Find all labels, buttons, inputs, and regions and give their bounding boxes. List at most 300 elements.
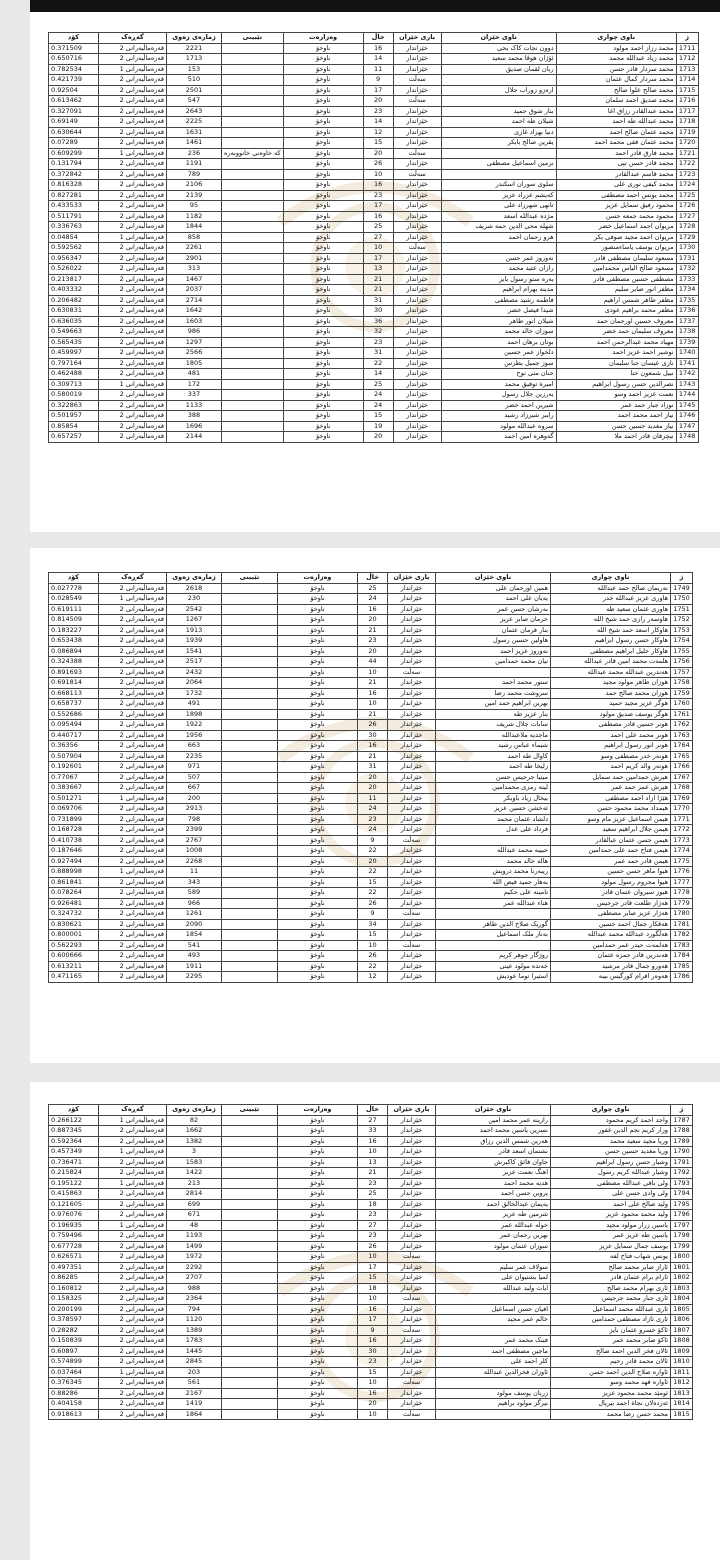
marital-status-cell: سەڵت bbox=[388, 1252, 436, 1263]
land-number-cell: 1898 bbox=[167, 709, 222, 720]
note-cell bbox=[222, 159, 284, 170]
sequence-cell: 1722 bbox=[676, 159, 698, 170]
marital-status-cell: خێزاندار bbox=[393, 85, 441, 96]
note-cell bbox=[222, 421, 284, 432]
code-cell: 0.861841 bbox=[49, 877, 99, 888]
full-name-cell: هاوری عزیز عبدالله خدر bbox=[551, 594, 671, 605]
full-name-cell: یونس شهاب فتاح لفه bbox=[551, 1252, 671, 1263]
note-cell bbox=[222, 804, 278, 815]
points-cell: 16 bbox=[363, 211, 393, 222]
code-cell: 0.759496 bbox=[49, 1231, 99, 1242]
land-number-cell: 2913 bbox=[167, 804, 222, 815]
spouse-name-cell: دلشاد عثمان محمد bbox=[436, 814, 551, 825]
full-name-cell: محمد قادر حسن تپی bbox=[556, 159, 676, 170]
full-name-cell: محمود محمد جمعه حسن bbox=[556, 211, 676, 222]
note-cell bbox=[222, 264, 284, 275]
code-cell: 0.196935 bbox=[49, 1220, 99, 1231]
marital-status-cell: خێزاندار bbox=[388, 1220, 436, 1231]
sequence-cell: 1768 bbox=[671, 783, 693, 794]
marital-status-cell: خێزاندار bbox=[388, 846, 436, 857]
land-number-cell: 2566 bbox=[167, 348, 222, 359]
ministry-cell: ناوخۆ bbox=[283, 243, 363, 254]
document-page-2 bbox=[30, 548, 720, 1063]
table-row bbox=[49, 1409, 693, 1420]
table-row bbox=[49, 64, 699, 75]
land-number-cell: 2268 bbox=[167, 856, 222, 867]
code-cell: 0.192601 bbox=[49, 762, 99, 773]
code-cell: 0.158325 bbox=[49, 1294, 99, 1305]
land-number-cell: 481 bbox=[167, 369, 222, 380]
sequence-cell: 1737 bbox=[676, 316, 698, 327]
marital-status-cell: خێزاندار bbox=[388, 898, 436, 909]
ministry-cell: ناوخۆ bbox=[278, 1399, 358, 1410]
ministry-cell: ناوخۆ bbox=[278, 814, 358, 825]
district-cell: قەرەماڵیەرانی 2 bbox=[99, 583, 167, 594]
table-row bbox=[49, 1304, 693, 1315]
district-cell: قەرەماڵیەرانی 2 bbox=[99, 1283, 167, 1294]
full-name-cell: هێژا ازاد احمد مصطفی bbox=[551, 793, 671, 804]
points-cell: 20 bbox=[363, 96, 393, 107]
land-number-cell: 1297 bbox=[167, 337, 222, 348]
note-cell bbox=[222, 783, 278, 794]
table-row bbox=[49, 379, 699, 390]
note-cell bbox=[222, 432, 284, 443]
table-row bbox=[49, 741, 693, 752]
table-row bbox=[49, 169, 699, 180]
note-cell bbox=[222, 253, 284, 264]
land-number-cell: 1662 bbox=[167, 1126, 222, 1137]
marital-status-cell: خێزاندار bbox=[388, 951, 436, 962]
points-cell: 14 bbox=[363, 369, 393, 380]
sequence-cell: 1776 bbox=[671, 867, 693, 878]
table-row bbox=[49, 1147, 693, 1158]
district-cell: قەرەماڵیەرانی 2 bbox=[99, 972, 167, 983]
district-cell: قەرەماڵیەرانی 2 bbox=[99, 877, 167, 888]
points-cell: 25 bbox=[358, 1189, 388, 1200]
land-number-cell: 589 bbox=[167, 888, 222, 899]
points-cell: 32 bbox=[363, 327, 393, 338]
full-name-cell: محمد رزاز احمد مولود bbox=[556, 43, 676, 54]
land-number-cell: 388 bbox=[167, 411, 222, 422]
table-row bbox=[49, 432, 699, 443]
note-cell bbox=[222, 1168, 278, 1179]
table-row bbox=[49, 688, 693, 699]
full-name-cell: هیوا محروم رسول مولود bbox=[551, 877, 671, 888]
code-cell: 0.653438 bbox=[49, 636, 99, 647]
full-name-cell: محمد عثمان صالح احمد bbox=[556, 127, 676, 138]
spouse-name-cell: دنیا بهزاد غازی bbox=[441, 127, 556, 138]
points-cell: 21 bbox=[363, 274, 393, 285]
code-cell: 0.85854 bbox=[49, 421, 99, 432]
ministry-cell: ناوخۆ bbox=[283, 432, 363, 443]
points-cell: 30 bbox=[358, 1346, 388, 1357]
points-cell: 23 bbox=[363, 106, 393, 117]
spouse-name-cell: سروشت محمد رضا bbox=[436, 688, 551, 699]
district-cell: قەرەماڵیەرانی 2 bbox=[99, 1378, 167, 1389]
note-cell bbox=[222, 604, 278, 615]
points-cell: 17 bbox=[363, 85, 393, 96]
full-name-cell: نعمت عزیز احمد وسو bbox=[556, 390, 676, 401]
full-name-cell: هیمن اسماعیل عزیز مام وسو bbox=[551, 814, 671, 825]
sequence-cell: 1807 bbox=[671, 1325, 693, 1336]
points-cell: 10 bbox=[358, 667, 388, 678]
spouse-name-cell: دوون نجات کاک یحی bbox=[441, 43, 556, 54]
marital-status-cell: سەڵت bbox=[388, 909, 436, 920]
points-cell: 12 bbox=[358, 972, 388, 983]
spouse-name-cell: رازینە عمر محمد امین bbox=[436, 1115, 551, 1126]
note-cell bbox=[222, 232, 284, 243]
land-number-cell: 337 bbox=[167, 390, 222, 401]
note-cell bbox=[222, 337, 284, 348]
table-row bbox=[49, 1378, 693, 1389]
spouse-name-cell: بەناز ملک اسماعیل bbox=[436, 930, 551, 941]
note-cell bbox=[222, 1325, 278, 1336]
document-page-1 bbox=[30, 12, 720, 532]
sequence-cell: 1733 bbox=[676, 274, 698, 285]
sequence-cell: 1724 bbox=[676, 180, 698, 191]
marital-status-cell: خێزاندار bbox=[388, 615, 436, 626]
land-number-cell: 2517 bbox=[167, 657, 222, 668]
points-cell: 26 bbox=[358, 1241, 388, 1252]
note-cell bbox=[222, 400, 284, 411]
points-cell: 23 bbox=[363, 190, 393, 201]
land-number-cell: 988 bbox=[167, 1283, 222, 1294]
marital-status-cell: خێزاندار bbox=[388, 1231, 436, 1242]
ministry-cell: ناوخۆ bbox=[278, 1157, 358, 1168]
sequence-cell: 1735 bbox=[676, 295, 698, 306]
land-number-cell: 343 bbox=[167, 877, 222, 888]
ministry-cell: ناوخۆ bbox=[278, 1304, 358, 1315]
full-name-cell: مظفر محمد براهیم عودی bbox=[556, 306, 676, 317]
ministry-cell: ناوخۆ bbox=[283, 222, 363, 233]
full-name-cell: ئاوارە صلاح الدین احمد حسن bbox=[551, 1367, 671, 1378]
table-row bbox=[49, 106, 699, 117]
sequence-cell: 1721 bbox=[676, 148, 698, 159]
full-name-cell: معروف سلیمان حمد خضر bbox=[556, 327, 676, 338]
ministry-cell: ناوخۆ bbox=[283, 54, 363, 65]
full-name-cell: یاسین طه عزیز عمر bbox=[551, 1231, 671, 1242]
table-row bbox=[49, 846, 693, 857]
note-cell bbox=[222, 1399, 278, 1410]
note-cell bbox=[222, 814, 278, 825]
code-cell: 0.36356 bbox=[49, 741, 99, 752]
land-number-cell: 1911 bbox=[167, 961, 222, 972]
land-number-cell: 1583 bbox=[167, 1157, 222, 1168]
full-name-cell: محمد سردار کمال عثمان bbox=[556, 75, 676, 86]
marital-status-cell: خێزاندار bbox=[393, 295, 441, 306]
sequence-cell: 1793 bbox=[671, 1178, 693, 1189]
note-cell bbox=[222, 306, 284, 317]
code-cell: 0.580019 bbox=[49, 390, 99, 401]
spouse-name-cell: مینیا جرجیس حسن bbox=[436, 772, 551, 783]
district-cell: قەرەماڵیەرانی 2 bbox=[99, 1399, 167, 1410]
points-cell: 24 bbox=[363, 390, 393, 401]
table-row bbox=[49, 96, 699, 107]
points-cell: 26 bbox=[358, 898, 388, 909]
note-cell bbox=[222, 877, 278, 888]
column-header: خاڵ bbox=[358, 1105, 388, 1116]
marital-status-cell: خێزاندار bbox=[388, 1273, 436, 1284]
marital-status-cell: خێزاندار bbox=[388, 730, 436, 741]
spouse-name-cell: لمیا بشتیوان علی bbox=[436, 1273, 551, 1284]
marital-status-cell: خێزاندار bbox=[393, 327, 441, 338]
sequence-cell: 1788 bbox=[671, 1126, 693, 1137]
ministry-cell: ناوخۆ bbox=[278, 793, 358, 804]
land-number-cell: 2432 bbox=[167, 667, 222, 678]
sequence-cell: 1771 bbox=[671, 814, 693, 825]
land-number-cell: 2845 bbox=[167, 1357, 222, 1368]
land-number-cell: 1120 bbox=[167, 1315, 222, 1326]
table-row bbox=[49, 222, 699, 233]
table-row bbox=[49, 274, 699, 285]
note-cell bbox=[222, 75, 284, 86]
spouse-name-cell: بەهار حمید فیض الله bbox=[436, 877, 551, 888]
column-header: خاڵ bbox=[358, 573, 388, 584]
full-name-cell: محمد زیاد عبدالله محمد bbox=[556, 54, 676, 65]
ministry-cell: ناوخۆ bbox=[278, 1315, 358, 1326]
sequence-cell: 1741 bbox=[676, 358, 698, 369]
code-cell: 0.88286 bbox=[49, 1388, 99, 1399]
table-row bbox=[49, 1283, 693, 1294]
note-cell bbox=[222, 709, 278, 720]
code-cell: 0.131794 bbox=[49, 159, 99, 170]
table-row bbox=[49, 636, 693, 647]
note-cell bbox=[222, 741, 278, 752]
ministry-cell: ناوخۆ bbox=[278, 972, 358, 983]
note-cell bbox=[222, 190, 284, 201]
ministry-cell: ناوخۆ bbox=[278, 909, 358, 920]
code-cell: 0.626571 bbox=[49, 1252, 99, 1263]
marital-status-cell: خێزاندار bbox=[388, 604, 436, 615]
land-number-cell: 561 bbox=[167, 1378, 222, 1389]
note-cell bbox=[222, 678, 278, 689]
sequence-cell: 1743 bbox=[676, 379, 698, 390]
code-cell: 0.562293 bbox=[49, 940, 99, 951]
district-cell: قەرەماڵیەرانی 2 bbox=[99, 1336, 167, 1347]
table-row bbox=[49, 327, 699, 338]
ministry-cell: ناوخۆ bbox=[283, 390, 363, 401]
sequence-cell: 1728 bbox=[676, 222, 698, 233]
table-row bbox=[49, 253, 699, 264]
spouse-name-cell: افیان حسن اسماعیل bbox=[436, 1304, 551, 1315]
district-cell: قەرەماڵیەرانی 1 bbox=[99, 232, 167, 243]
marital-status-cell: خێزاندار bbox=[393, 316, 441, 327]
ministry-cell: ناوخۆ bbox=[278, 898, 358, 909]
district-cell: قەرەماڵیەرانی 1 bbox=[99, 148, 167, 159]
district-cell: قەرەماڵیەرانی 2 bbox=[99, 1325, 167, 1336]
marital-status-cell: خێزاندار bbox=[393, 127, 441, 138]
sequence-cell: 1744 bbox=[676, 390, 698, 401]
spouse-name-cell bbox=[436, 909, 551, 920]
district-cell: قەرەماڵیەرانی 2 bbox=[99, 804, 167, 815]
points-cell: 17 bbox=[363, 201, 393, 212]
ministry-cell: ناوخۆ bbox=[278, 625, 358, 636]
points-cell: 9 bbox=[363, 75, 393, 86]
land-number-cell: 1389 bbox=[167, 1325, 222, 1336]
ministry-cell: ناوخۆ bbox=[278, 1336, 358, 1347]
sequence-cell: 1753 bbox=[671, 625, 693, 636]
code-cell: 0.206482 bbox=[49, 295, 99, 306]
spouse-name-cell bbox=[436, 1294, 551, 1305]
note-cell bbox=[222, 888, 278, 899]
marital-status-cell: سەڵت bbox=[393, 243, 441, 254]
table-row bbox=[49, 877, 693, 888]
marital-status-cell: خێزاندار bbox=[393, 390, 441, 401]
ministry-cell: ناوخۆ bbox=[278, 804, 358, 815]
district-cell: قەرەماڵیەرانی 2 bbox=[99, 688, 167, 699]
ministry-cell: ناوخۆ bbox=[278, 846, 358, 857]
points-cell: 21 bbox=[358, 1168, 388, 1179]
points-cell: 21 bbox=[358, 678, 388, 689]
district-cell: قەرەماڵیەرانی 2 bbox=[99, 772, 167, 783]
sequence-cell: 1751 bbox=[671, 604, 693, 615]
ministry-cell: ناوخۆ bbox=[278, 709, 358, 720]
spouse-name-cell: سوزان خالد محمد bbox=[441, 327, 556, 338]
district-cell: قەرەماڵیەرانی 2 bbox=[99, 814, 167, 825]
marital-status-cell: خێزاندار bbox=[388, 636, 436, 647]
points-cell: 24 bbox=[358, 804, 388, 815]
marital-status-cell: خێزاندار bbox=[388, 741, 436, 752]
marital-status-cell: خێزاندار bbox=[388, 1241, 436, 1252]
district-cell: قەرەماڵیەرانی 2 bbox=[99, 201, 167, 212]
marital-status-cell: خێزاندار bbox=[388, 583, 436, 594]
note-cell bbox=[222, 1189, 278, 1200]
land-number-cell: 2364 bbox=[167, 1294, 222, 1305]
sequence-cell: 1765 bbox=[671, 751, 693, 762]
column-header: وەزارەت bbox=[283, 33, 363, 44]
land-number-cell: 2714 bbox=[167, 295, 222, 306]
full-name-cell: ولید محمد محمود عزیز bbox=[551, 1210, 671, 1221]
marital-status-cell: خێزاندار bbox=[393, 201, 441, 212]
marital-status-cell: خێزاندار bbox=[388, 814, 436, 825]
points-cell: 20 bbox=[363, 148, 393, 159]
table-row bbox=[49, 411, 699, 422]
ministry-cell: ناوخۆ bbox=[278, 1357, 358, 1368]
table-row bbox=[49, 898, 693, 909]
full-name-cell: نصرالدین حسن رسول ابراهیم bbox=[556, 379, 676, 390]
sequence-cell: 1797 bbox=[671, 1220, 693, 1231]
code-cell: 0.574899 bbox=[49, 1357, 99, 1368]
sequence-cell: 1761 bbox=[671, 709, 693, 720]
table-row bbox=[49, 762, 693, 773]
ministry-cell: ناوخۆ bbox=[283, 211, 363, 222]
sequence-cell: 1795 bbox=[671, 1199, 693, 1210]
points-cell: 20 bbox=[358, 646, 388, 657]
code-cell: 0.565435 bbox=[49, 337, 99, 348]
full-name-cell: هاوکار اسعد حمد شیخ الله bbox=[551, 625, 671, 636]
land-number-cell: 663 bbox=[167, 741, 222, 752]
table-row bbox=[49, 358, 699, 369]
district-cell: قەرەماڵیەرانی 2 bbox=[99, 919, 167, 930]
district-cell: قەرەماڵیەرانی 2 bbox=[99, 741, 167, 752]
spouse-name-cell: بهرین رحمان عمر bbox=[436, 1231, 551, 1242]
note-cell: کە خاوەنی خانووبەرە bbox=[222, 148, 284, 159]
sequence-cell: 1812 bbox=[671, 1378, 693, 1389]
note-cell bbox=[222, 846, 278, 857]
spouse-name-cell: سابات جلال شریف bbox=[436, 720, 551, 731]
full-name-cell: هاوری عثمان سعید طه bbox=[551, 604, 671, 615]
note-cell bbox=[222, 720, 278, 731]
table-row bbox=[49, 835, 693, 846]
code-cell: 0.887345 bbox=[49, 1126, 99, 1137]
note-cell bbox=[222, 1336, 278, 1347]
spouse-name-cell bbox=[441, 96, 556, 107]
sequence-cell: 1757 bbox=[671, 667, 693, 678]
note-cell bbox=[222, 699, 278, 710]
land-number-cell: 2542 bbox=[167, 604, 222, 615]
marital-status-cell: خێزاندار bbox=[388, 594, 436, 605]
marital-status-cell: خێزاندار bbox=[393, 358, 441, 369]
points-cell: 23 bbox=[358, 1231, 388, 1242]
spouse-name-cell: ربان لقمان صدیق bbox=[441, 64, 556, 75]
land-number-cell: 2643 bbox=[167, 106, 222, 117]
code-cell: 0.327091 bbox=[49, 106, 99, 117]
note-cell bbox=[222, 961, 278, 972]
ministry-cell: ناوخۆ bbox=[278, 1126, 358, 1137]
table-row bbox=[49, 1126, 693, 1137]
column-header: ژمارەی زەوی bbox=[167, 1105, 222, 1116]
district-cell: قەرەماڵیەرانی 2 bbox=[99, 180, 167, 191]
district-cell: قەرەماڵیەرانی 2 bbox=[99, 432, 167, 443]
sequence-cell: 1716 bbox=[676, 96, 698, 107]
code-cell: 0.657257 bbox=[49, 432, 99, 443]
note-cell bbox=[222, 730, 278, 741]
points-cell: 20 bbox=[358, 615, 388, 626]
code-cell: 0.630831 bbox=[49, 306, 99, 317]
code-cell: 0.121605 bbox=[49, 1199, 99, 1210]
marital-status-cell: خێزاندار bbox=[388, 1388, 436, 1399]
column-header: ژ bbox=[676, 33, 698, 44]
land-number-cell: 3 bbox=[167, 1147, 222, 1158]
marital-status-cell: خێزاندار bbox=[388, 783, 436, 794]
ministry-cell: ناوخۆ bbox=[278, 1378, 358, 1389]
full-name-cell: محمد فارق قادر احمد bbox=[556, 148, 676, 159]
points-cell: 36 bbox=[363, 316, 393, 327]
code-cell: 0.549663 bbox=[49, 327, 99, 338]
marital-status-cell: خێزاندار bbox=[388, 1283, 436, 1294]
spouse-name-cell: تانهی شهرزاد علی bbox=[441, 201, 556, 212]
full-name-cell: مصطفی حسین مصطفی قادر bbox=[556, 274, 676, 285]
spouse-name-cell: کلر احمد علی bbox=[436, 1357, 551, 1368]
district-cell: قەرەماڵیەرانی 2 bbox=[99, 835, 167, 846]
marital-status-cell: خێزاندار bbox=[388, 720, 436, 731]
land-number-cell: 1805 bbox=[167, 358, 222, 369]
ministry-cell: ناوخۆ bbox=[278, 699, 358, 710]
note-cell bbox=[222, 358, 284, 369]
marital-status-cell: سەڵت bbox=[393, 96, 441, 107]
district-cell: قەرەماڵیەرانی 2 bbox=[99, 1189, 167, 1200]
full-name-cell: معروف حسین اورحمان حمد bbox=[556, 316, 676, 327]
table-row bbox=[49, 1189, 693, 1200]
marital-status-cell: خێزاندار bbox=[388, 1367, 436, 1378]
note-cell bbox=[222, 972, 278, 983]
note-cell bbox=[222, 867, 278, 878]
table-row bbox=[49, 180, 699, 191]
spouse-name-cell: سوزان عثمان مولود bbox=[436, 1241, 551, 1252]
ministry-cell: ناوخۆ bbox=[278, 772, 358, 783]
spouse-name-cell: سولاف عمر سلیم bbox=[436, 1262, 551, 1273]
district-cell: قەرەماڵیەرانی 2 bbox=[99, 1168, 167, 1179]
full-name-cell: محمد عبدالقادر رزاق اغا bbox=[556, 106, 676, 117]
district-cell: قەرەماڵیەرانی 2 bbox=[99, 730, 167, 741]
ministry-cell: ناوخۆ bbox=[278, 1147, 358, 1158]
note-cell bbox=[222, 762, 278, 773]
ministry-cell: ناوخۆ bbox=[278, 1273, 358, 1284]
district-cell: قەرەماڵیەرانی 2 bbox=[99, 127, 167, 138]
table-row bbox=[49, 856, 693, 867]
table-row bbox=[49, 1315, 693, 1326]
district-cell: قەرەماڵیەرانی 1 bbox=[99, 1147, 167, 1158]
